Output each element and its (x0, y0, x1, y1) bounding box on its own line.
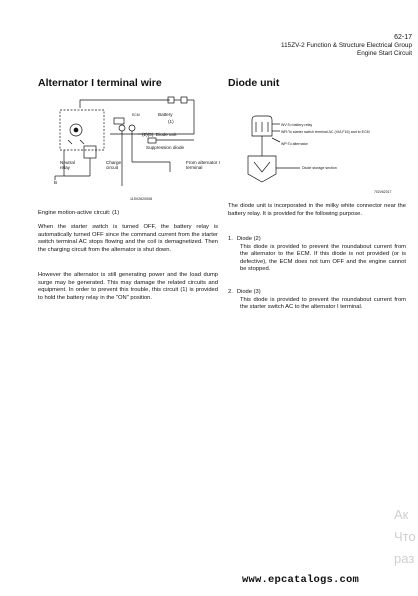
from-alternator-label: From alternator I terminal (186, 160, 220, 171)
diode-item-1 (228, 236, 406, 274)
page-header (281, 34, 412, 58)
terminal-b: B (54, 180, 58, 185)
item-number: 1. (228, 236, 233, 242)
charge-circuit-label: Charge circuit (106, 160, 122, 171)
engine-motion-subheading: Engine motion-active circuit: (1) (38, 210, 120, 216)
diode-storage-label: Diode storage section (302, 166, 337, 170)
suppression-diode-label: Suppression diode (146, 145, 185, 150)
ecm-label: ECM (132, 113, 140, 117)
footer-url[interactable]: www.epcatalogs.com (242, 574, 360, 586)
diode-unit-diagram (234, 116, 394, 196)
left-paragraph-2: However the alternator is still generating power and the load dump surge may be generated. This may damage the related circuits and equipment. In order to prevent this trouble, this circuit (1) is provided to hold the battery relay in the "ON" position. (38, 272, 218, 301)
item-text: This diode is provided to prevent the roundabout current from the starter switch AC to the alternator I terminal. (240, 296, 406, 311)
section-title: Engine Start Circuit (356, 50, 412, 57)
diode-unit-label: (2)(3): Diode unit (142, 132, 177, 137)
diode-item-2 (228, 289, 406, 312)
diode-fig-code: 702V62017 (374, 190, 392, 194)
circuit-number: (1) (168, 119, 174, 124)
alternator-wire-title: Alternator I terminal wire (38, 77, 162, 89)
wv-label: WV:To battery relay (281, 123, 313, 127)
item-number: 2. (228, 289, 233, 295)
battery-label: Battery (158, 112, 173, 117)
item-title: Diode (2) (236, 236, 261, 242)
diagram-fig-code: 115V2620008 (130, 197, 153, 201)
item-title: Diode (3) (236, 289, 261, 295)
item-text: This diode is provided to prevent the roundabout current from the alternator to the ECM. If this diode is not provided (or is defective), the ECM does not turn OFF and the engine cannot be stopped. (240, 243, 406, 273)
watermark-text: Ак Что раз (394, 507, 416, 566)
manual-title: 115ZV-2 Function & Structure Electrical Group (281, 42, 412, 49)
diode-unit-title: Diode unit (228, 77, 280, 89)
wp-label: WP:To alternator (281, 142, 308, 146)
left-paragraph-1: When the starter switch is turned OFF, the battery relay is automatically turned OFF since the command current from the starter switch terminal AC stops flowing and the coil is demagnetized. Then the charging circuit from the alternator is shut down. (38, 224, 218, 253)
neutral-relay-label: Neutral relay (60, 160, 75, 171)
wr-label: WR:To starter switch terminal AC (VIA F15) and to ECM (281, 130, 370, 134)
diode-intro: The diode unit is incorporated in the milky white connector near the battery relay. It is provided for the following purpose. (228, 203, 406, 217)
alternator-wire-diagram (50, 96, 220, 206)
page-number: 62-17 (394, 34, 412, 41)
